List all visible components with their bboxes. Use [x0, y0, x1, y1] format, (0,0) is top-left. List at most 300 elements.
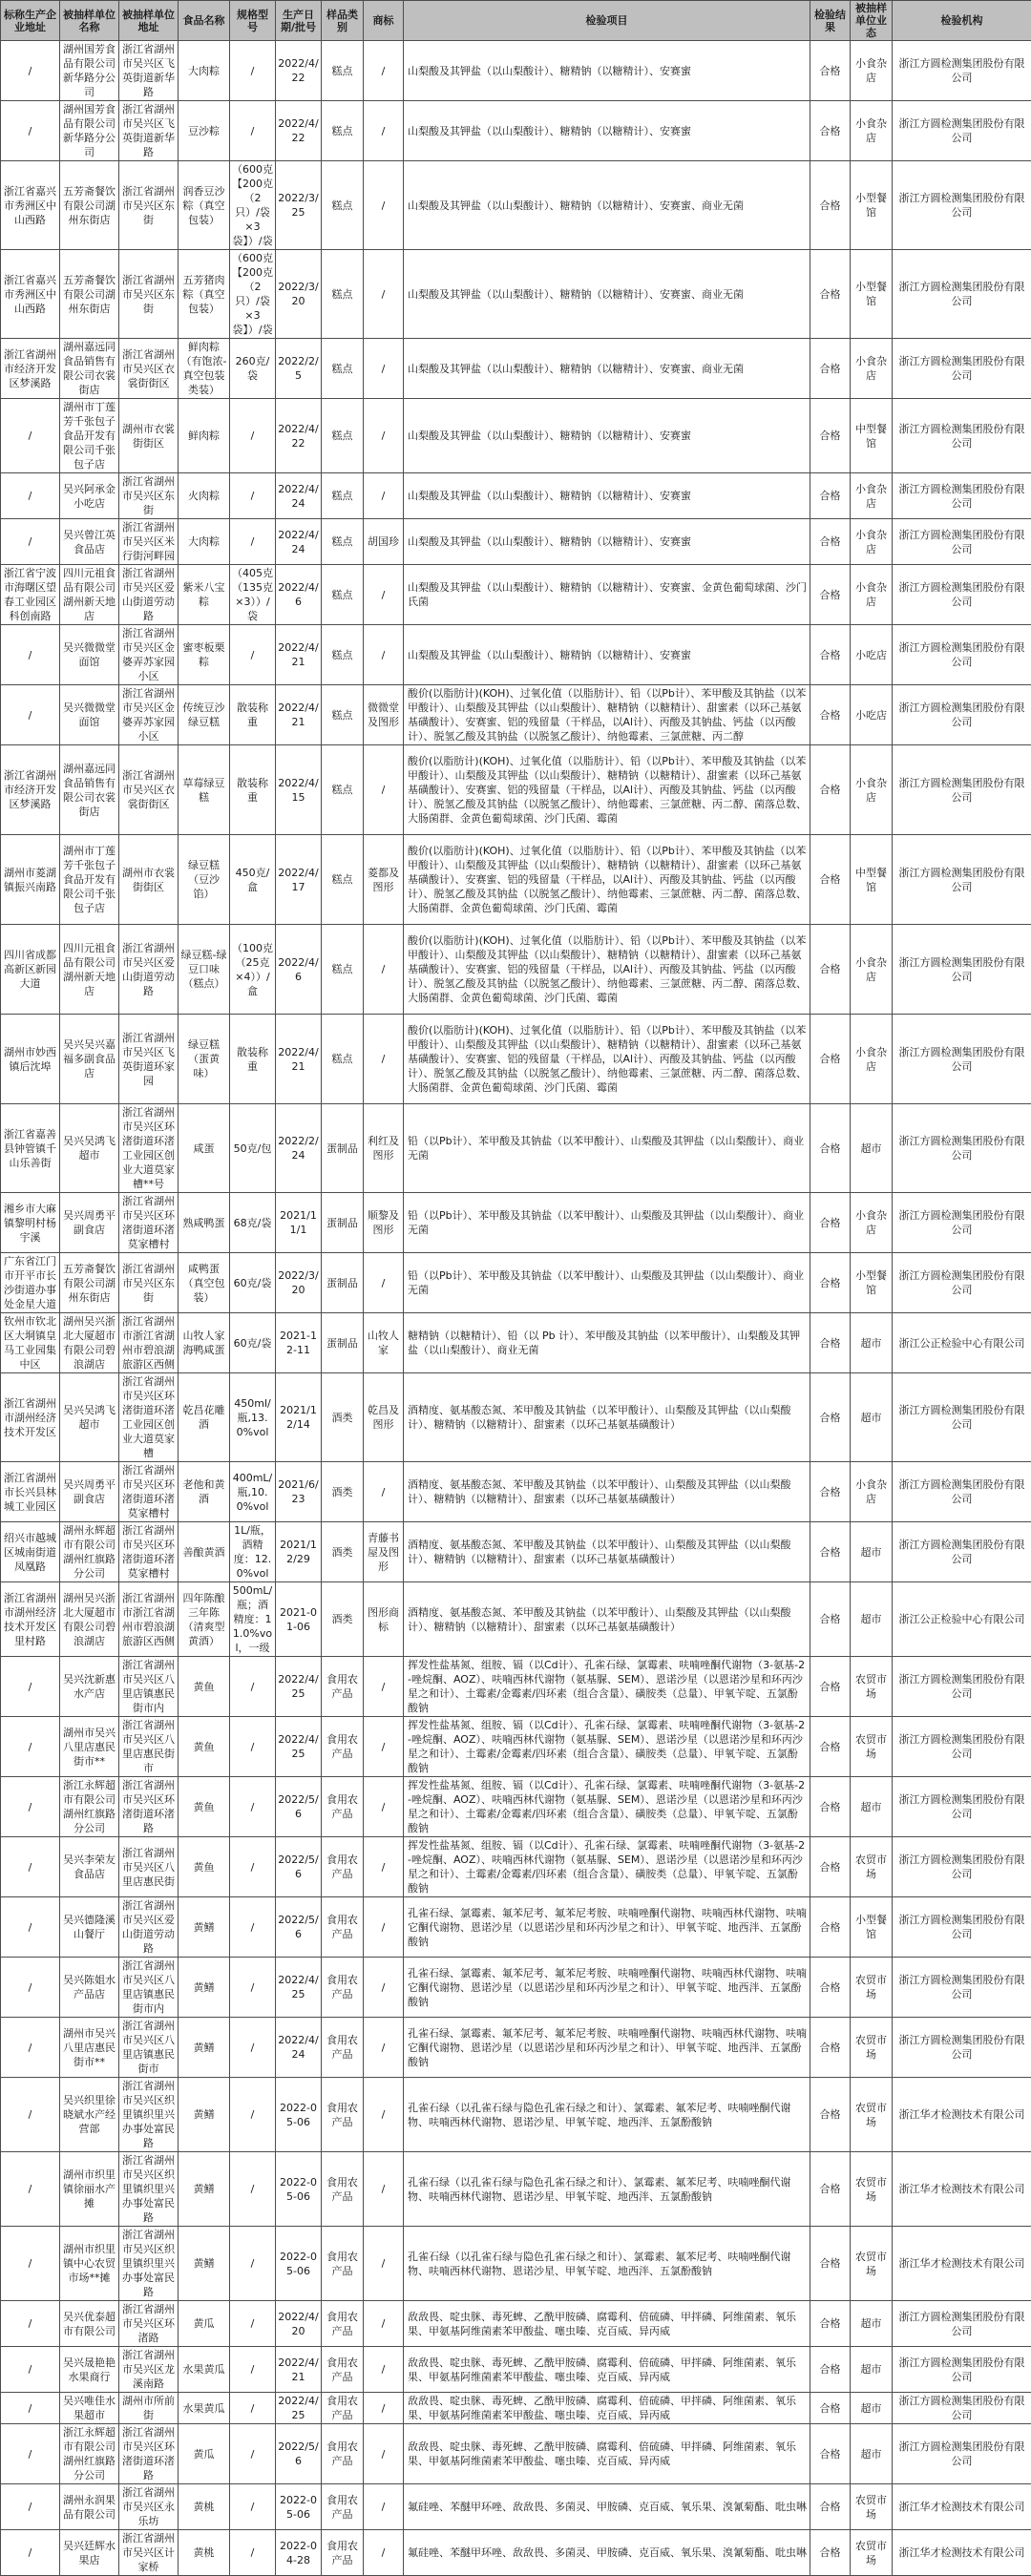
cell-specification: /: [230, 2393, 276, 2424]
cell-test-items: 铅（以Pb计）、苯甲酸及其钠盐（以苯甲酸计）、山梨酸及其钾盐（以山梨酸计）、商业无菌: [404, 1104, 810, 1193]
cell-sampled-unit-address: 浙江省湖州市吴兴区东街: [119, 161, 179, 250]
table-row: [1, 1522, 1031, 1582]
cell-trademark: /: [364, 101, 404, 161]
table-row: [1, 1958, 1031, 2018]
cell-test-items: 孔雀石绿、氯霉素、氟苯尼考、氟苯尼考胺、呋喃唑酮代谢物、呋喃西林代谢物、呋喃它酮代谢物、恩诺沙星（以恩诺沙星和环丙沙星之和计）、甲氧苄啶、地西泮、五氯酚酸钠: [404, 1897, 810, 1958]
cell-business-type: 中型餐馆: [851, 835, 893, 925]
cell-testing-agency: 浙江方圆检测集团股份有限公司: [893, 745, 1031, 835]
cell-sampled-unit-address: 浙江省湖州市吴兴区八里店镇惠民街市内: [119, 1657, 179, 1717]
cell-production-date: 2022/4/6: [276, 565, 322, 625]
table-row: [1, 339, 1031, 399]
table-row: [1, 2301, 1031, 2347]
cell-food-name: 黄鳝: [179, 2152, 230, 2227]
cell-sampled-unit-name: 浙江永辉超市有限公司湖州红旗路分公司: [60, 2424, 119, 2484]
header-testing-agency: 检验机构: [893, 1, 1031, 41]
cell-sampled-unit-name: 吴兴吴鸿飞超市: [60, 1104, 119, 1193]
cell-producer-address: /: [1, 2301, 60, 2347]
cell-testing-agency: 浙江公正检验中心有限公司: [893, 1582, 1031, 1657]
cell-food-name: 水果黄瓜: [179, 2347, 230, 2393]
cell-specification: 散装称重: [230, 1015, 276, 1104]
cell-sampled-unit-address: 浙江省湖州市吴兴区永乐坊: [119, 2484, 179, 2530]
cell-testing-agency: 浙江方圆检测集团股份有限公司: [893, 2301, 1031, 2347]
cell-specification: （600克【200克（2只）/袋×3袋】）/袋: [230, 161, 276, 250]
header-business-type: 被抽样单位业态: [851, 1, 893, 41]
cell-sampled-unit-address: 浙江省湖州市吴兴区织里镇织里兴办事处富民路: [119, 2152, 179, 2227]
cell-specification: 400mL/瓶,10.0%vol: [230, 1462, 276, 1522]
cell-producer-address: /: [1, 399, 60, 473]
cell-test-items: 敌敌畏、啶虫脒、毒死蜱、乙酰甲胺磷、腐霉利、倍硫磷、甲拌磷、阿维菌素、氧乐果、甲氨基阿维菌素苯甲酸盐、噻虫嗪、克百威、异丙威: [404, 2393, 810, 2424]
cell-specification: /: [230, 1897, 276, 1958]
header-food-name: 食品名称: [179, 1, 230, 41]
cell-production-date: 2022/4/21: [276, 1015, 322, 1104]
cell-production-date: 2022-05-06: [276, 2484, 322, 2530]
cell-test-items: 孔雀石绿（以孔雀石绿与隐色孔雀石绿之和计）、氯霉素、氟苯尼考、呋喃唑酮代谢物、呋喃西林代谢物、恩诺沙星、甲氧苄啶、地西泮、五氯酚酸钠: [404, 2227, 810, 2301]
cell-sample-category: 糕点: [322, 250, 364, 339]
cell-test-result: 合格: [810, 2347, 851, 2393]
cell-food-name: 水果黄瓜: [179, 2393, 230, 2424]
cell-producer-address: /: [1, 1717, 60, 1777]
cell-test-result: 合格: [810, 399, 851, 473]
cell-test-result: 合格: [810, 2393, 851, 2424]
cell-business-type: 中型餐馆: [851, 399, 893, 473]
cell-sample-category: 食用农产品: [322, 2530, 364, 2576]
cell-sampled-unit-address: 浙江省湖州市吴兴区环渚街道环渚路: [119, 2424, 179, 2484]
cell-testing-agency: 浙江华才检测技术有限公司: [893, 2152, 1031, 2227]
cell-test-items: 酸价(以脂肪计)(KOH)、过氧化值（以脂肪计）、铅（以Pb计）、苯甲酸及其钠盐（以苯甲酸计）、山梨酸及其钾盐（以山梨酸计）、糖精钠（以糖精计）、甜蜜素（以环己基氨基磺酸计）、安赛蜜、铝的残留量（干样品，以Al计）、丙酸及其钠盐、钙盐（以丙酸计）、脱氢乙酸及其钠盐（以脱氢乙酸计）、纳他霉素、三氯蔗糖、丙二醇、菌落总数、大肠菌群、金黄色葡萄球菌、沙门氏菌、霉菌: [404, 1015, 810, 1104]
cell-sampled-unit-name: 吴兴微微堂面馆: [60, 685, 119, 745]
cell-producer-address: /: [1, 2484, 60, 2530]
cell-sampled-unit-name: 湖州吴兴浙北大厦超市有限公司碧浪湖店: [60, 1582, 119, 1657]
cell-business-type: 小吃店: [851, 685, 893, 745]
cell-producer-address: 钦州市钦北区大垌镇皇马工业园集中区: [1, 1313, 60, 1373]
cell-specification: /: [230, 1777, 276, 1837]
cell-sample-category: 食用农产品: [322, 2484, 364, 2530]
cell-test-result: 合格: [810, 339, 851, 399]
cell-test-items: 山梨酸及其钾盐（以山梨酸计）、糖精钠（以糖精计）、安赛蜜、金黄色葡萄球菌、沙门氏菌: [404, 565, 810, 625]
cell-food-name: 火肉粽: [179, 473, 230, 519]
cell-production-date: 2021/12/29: [276, 1522, 322, 1582]
header-producer-address: 标称生产企业地址: [1, 1, 60, 41]
cell-test-result: 合格: [810, 2484, 851, 2530]
cell-producer-address: /: [1, 1897, 60, 1958]
cell-test-result: 合格: [810, 1373, 851, 1462]
cell-specification: 1L/瓶，酒精度：12.0%vol: [230, 1522, 276, 1582]
cell-business-type: 农贸市场: [851, 1958, 893, 2018]
cell-business-type: 农贸市场: [851, 1657, 893, 1717]
cell-sampled-unit-name: 湖州国芳食品有限公司新华路分公司: [60, 101, 119, 161]
cell-business-type: 小食杂店: [851, 339, 893, 399]
cell-test-items: 山梨酸及其钾盐（以山梨酸计）、糖精钠（以糖精计）、安赛蜜、商业无菌: [404, 250, 810, 339]
cell-testing-agency: 浙江方圆检测集团股份有限公司: [893, 2393, 1031, 2424]
cell-food-name: 熟咸鸭蛋: [179, 1193, 230, 1253]
table-row: [1, 519, 1031, 565]
cell-sample-category: 食用农产品: [322, 2227, 364, 2301]
cell-food-name: 黄鳝: [179, 2078, 230, 2152]
cell-business-type: 农贸市场: [851, 2018, 893, 2078]
cell-testing-agency: 浙江方圆检测集团股份有限公司: [893, 161, 1031, 250]
cell-producer-address: 湖州市菱湖镇振兴南路: [1, 835, 60, 925]
cell-sampled-unit-name: 四川元祖食品有限公司湖州新天地店: [60, 565, 119, 625]
cell-food-name: 黄鳝: [179, 2227, 230, 2301]
cell-sample-category: 酒类: [322, 1373, 364, 1462]
cell-testing-agency: 浙江方圆检测集团股份有限公司: [893, 41, 1031, 101]
cell-trademark: /: [364, 41, 404, 101]
cell-sampled-unit-name: 五芳斋餐饮有限公司湖州东街店: [60, 161, 119, 250]
cell-test-items: 敌敌畏、啶虫脒、毒死蜱、乙酰甲胺磷、腐霉利、倍硫磷、甲拌磷、阿维菌素、氧乐果、甲氨基阿维菌素苯甲酸盐、噻虫嗪、克百威、异丙威: [404, 2424, 810, 2484]
cell-trademark: 利红及图形: [364, 1104, 404, 1193]
cell-test-items: 山梨酸及其钾盐（以山梨酸计）、糖精钠（以糖精计）、安赛蜜: [404, 101, 810, 161]
cell-trademark: /: [364, 625, 404, 685]
cell-producer-address: 绍兴市越城区城南街道凤凰路: [1, 1522, 60, 1582]
cell-producer-address: /: [1, 2393, 60, 2424]
table-row: [1, 1777, 1031, 1837]
cell-producer-address: /: [1, 2018, 60, 2078]
cell-testing-agency: 浙江方圆检测集团股份有限公司: [893, 1104, 1031, 1193]
cell-sampled-unit-name: 湖州永润果品有限公司: [60, 2484, 119, 2530]
cell-production-date: 2022-05-06: [276, 2227, 322, 2301]
cell-test-items: 酸价(以脂肪计)(KOH)、过氧化值（以脂肪计）、铅（以Pb计）、苯甲酸及其钠盐（以苯甲酸计）、山梨酸及其钾盐（以山梨酸计）、糖精钠（以糖精计）、甜蜜素（以环己基氨基磺酸计）、安赛蜜、铝的残留量（干样品，以Al计）、丙酸及其钠盐、钙盐（以丙酸计）、脱氢乙酸及其钠盐（以脱氢乙酸计）、纳他霉素、三氯蔗糖、丙二醇: [404, 685, 810, 745]
cell-sampled-unit-address: 浙江省湖州市吴兴区金婆弄苏家园小区: [119, 625, 179, 685]
table-row: [1, 2484, 1031, 2530]
cell-trademark: 青藤书屋及图形: [364, 1522, 404, 1582]
cell-food-name: 润香豆沙粽（真空包装）: [179, 161, 230, 250]
cell-producer-address: /: [1, 473, 60, 519]
cell-sample-category: 食用农产品: [322, 1657, 364, 1717]
cell-sample-category: 糕点: [322, 41, 364, 101]
cell-testing-agency: 浙江方圆检测集团股份有限公司: [893, 1373, 1031, 1462]
cell-producer-address: /: [1, 685, 60, 745]
cell-sampled-unit-address: 浙江省湖州市吴兴区八里店惠民街市: [119, 1717, 179, 1777]
cell-test-items: 酒精度、氨基酸态氮、苯甲酸及其钠盐（以苯甲酸计）、山梨酸及其钾盐（以山梨酸计）、糖精钠（以糖精计）、甜蜜素（以环己基氨基磺酸计）: [404, 1373, 810, 1462]
cell-trademark: /: [364, 2347, 404, 2393]
cell-test-result: 合格: [810, 41, 851, 101]
cell-producer-address: /: [1, 1777, 60, 1837]
cell-testing-agency: 浙江方圆检测集团股份有限公司: [893, 519, 1031, 565]
cell-production-date: 2022-05-06: [276, 2078, 322, 2152]
cell-food-name: 紫米八宝粽: [179, 565, 230, 625]
cell-production-date: 2022/4/17: [276, 835, 322, 925]
cell-specification: /: [230, 41, 276, 101]
cell-sampled-unit-name: 湖州市吴兴八里店惠民街市**: [60, 1717, 119, 1777]
cell-test-result: 合格: [810, 1104, 851, 1193]
cell-food-name: 黄瓜: [179, 2424, 230, 2484]
cell-specification: /: [230, 101, 276, 161]
cell-test-result: 合格: [810, 1657, 851, 1717]
cell-trademark: /: [364, 399, 404, 473]
cell-sampled-unit-name: 吴兴微微堂面馆: [60, 625, 119, 685]
cell-specification: （100克（25克×4））/盒: [230, 925, 276, 1015]
table-row: [1, 1582, 1031, 1657]
cell-specification: 450克/盒: [230, 835, 276, 925]
cell-business-type: 小食杂店: [851, 41, 893, 101]
cell-test-items: 敌敌畏、啶虫脒、毒死蜱、乙酰甲胺磷、腐霉利、倍硫磷、甲拌磷、阿维菌素、氧乐果、甲氨基阿维菌素苯甲酸盐、噻虫嗪、克百威、异丙威: [404, 2347, 810, 2393]
cell-test-items: 氟硅唑、苯醚甲环唑、敌敌畏、多菌灵、甲胺磷、克百威、氧乐果、溴氰菊酯、吡虫啉: [404, 2530, 810, 2576]
cell-test-items: 酸价(以脂肪计)(KOH)、过氧化值（以脂肪计）、铅（以Pb计）、苯甲酸及其钠盐（以苯甲酸计）、山梨酸及其钾盐（以山梨酸计）、糖精钠（以糖精计）、甜蜜素（以环己基氨基磺酸计）、安赛蜜、铝的残留量（干样品，以Al计）、丙酸及其钠盐、钙盐（以丙酸计）、脱氢乙酸及其钠盐（以脱氢乙酸计）、纳他霉素、三氯蔗糖、丙二醇、菌落总数、大肠菌群、金黄色葡萄球菌、沙门氏菌、霉菌: [404, 835, 810, 925]
cell-food-name: 鲜肉粽: [179, 399, 230, 473]
cell-sampled-unit-name: 吴兴陈姐水产品店: [60, 1958, 119, 2018]
cell-test-result: 合格: [810, 2301, 851, 2347]
cell-testing-agency: 浙江方圆检测集团股份有限公司: [893, 2424, 1031, 2484]
cell-production-date: 2022/4/21: [276, 2347, 322, 2393]
cell-sampled-unit-name: 湖州市织里镇中心农贸市场**摊: [60, 2227, 119, 2301]
cell-specification: /: [230, 2301, 276, 2347]
header-sampled-unit-name: 被抽样单位名称: [60, 1, 119, 41]
cell-food-name: 咸鸭蛋（真空包装）: [179, 1253, 230, 1313]
cell-test-result: 合格: [810, 2078, 851, 2152]
cell-food-name: 黄鱼: [179, 1717, 230, 1777]
cell-sampled-unit-address: 浙江省湖州市吴兴区爱山街道劳动路: [119, 565, 179, 625]
cell-sampled-unit-name: 四川元祖食品有限公司湖州新天地店: [60, 925, 119, 1015]
cell-producer-address: 浙江省湖州市湖州经济技术开发区: [1, 1373, 60, 1462]
cell-trademark: /: [364, 565, 404, 625]
cell-production-date: 2022/2/5: [276, 339, 322, 399]
cell-producer-address: /: [1, 2424, 60, 2484]
cell-production-date: 2022/3/20: [276, 250, 322, 339]
cell-producer-address: 浙江省湖州市经济开发区梦溪路: [1, 745, 60, 835]
cell-producer-address: /: [1, 2152, 60, 2227]
cell-test-result: 合格: [810, 1462, 851, 1522]
cell-food-name: 蜜枣板栗粽: [179, 625, 230, 685]
cell-sampled-unit-address: 浙江省湖州市吴兴区八里店惠民街: [119, 1837, 179, 1897]
cell-specification: 68克/袋: [230, 1193, 276, 1253]
cell-test-result: 合格: [810, 473, 851, 519]
cell-trademark: /: [364, 1958, 404, 2018]
cell-specification: /: [230, 1958, 276, 2018]
cell-sample-category: 蛋制品: [322, 1253, 364, 1313]
cell-food-name: 老他和黄酒: [179, 1462, 230, 1522]
cell-food-name: 绿豆糕-绿豆口味（糕点）: [179, 925, 230, 1015]
cell-business-type: 超市: [851, 1104, 893, 1193]
cell-specification: 260克/袋: [230, 339, 276, 399]
cell-sample-category: 糕点: [322, 835, 364, 925]
cell-specification: 散装称重: [230, 745, 276, 835]
cell-testing-agency: 浙江方圆检测集团股份有限公司: [893, 625, 1031, 685]
cell-business-type: 小型餐馆: [851, 250, 893, 339]
cell-trademark: /: [364, 2301, 404, 2347]
cell-sample-category: 蛋制品: [322, 1313, 364, 1373]
cell-sampled-unit-address: 浙江省湖州市吴兴区计家桥: [119, 2530, 179, 2576]
cell-production-date: 2022/4/24: [276, 2018, 322, 2078]
cell-trademark: /: [364, 2393, 404, 2424]
cell-specification: （405克（135克×3））/袋: [230, 565, 276, 625]
cell-sampled-unit-address: 浙江省湖州市吴兴区环渚街道环渚莫家槽村: [119, 1193, 179, 1253]
cell-producer-address: 湘乡市大麻镇黎明村杨宇溪: [1, 1193, 60, 1253]
cell-testing-agency: 浙江方圆检测集团股份有限公司: [893, 565, 1031, 625]
cell-testing-agency: 浙江方圆检测集团股份有限公司: [893, 1193, 1031, 1253]
cell-sampled-unit-name: 湖州市吴兴八里店惠民街市**: [60, 2018, 119, 2078]
cell-trademark: 山牧人家: [364, 1313, 404, 1373]
cell-test-result: 合格: [810, 1717, 851, 1777]
cell-trademark: /: [364, 1015, 404, 1104]
cell-test-items: 挥发性盐基氮、组胺、镉（以Cd计）、孔雀石绿、氯霉素、呋喃唑酮代谢物（3-氨基-2-唑烷酮、AOZ）、呋喃西林代谢物（氨基脲、SEM）、恩诺沙星（以恩诺沙星和环丙沙星之和计）、土霉素/金霉素/四环素（组合含量）、磺胺类（总量）、甲氧苄啶、五氯酚酸钠: [404, 1657, 810, 1717]
cell-test-items: 山梨酸及其钾盐（以山梨酸计）、糖精钠（以糖精计）、安赛蜜: [404, 399, 810, 473]
cell-sampled-unit-name: 湖州嘉远同食品销售有限公司衣裳街店: [60, 339, 119, 399]
cell-food-name: 草莓绿豆糕: [179, 745, 230, 835]
header-sampled-unit-address: 被抽样单位地址: [119, 1, 179, 41]
table-row: [1, 745, 1031, 835]
cell-sample-category: 糕点: [322, 399, 364, 473]
cell-business-type: 小食杂店: [851, 1015, 893, 1104]
cell-testing-agency: 浙江方圆检测集团股份有限公司: [893, 399, 1031, 473]
cell-sampled-unit-address: 浙江省湖州市吴兴区龙溪南路: [119, 2347, 179, 2393]
cell-test-items: 山梨酸及其钾盐（以山梨酸计）、糖精钠（以糖精计）、安赛蜜: [404, 625, 810, 685]
cell-testing-agency: 浙江方圆检测集团股份有限公司: [893, 1462, 1031, 1522]
cell-producer-address: /: [1, 2530, 60, 2576]
table-row: [1, 1373, 1031, 1462]
cell-food-name: 鲜肉粽（有饱浓-真空包装类装）: [179, 339, 230, 399]
cell-test-items: 敌敌畏、啶虫脒、毒死蜱、乙酰甲胺磷、腐霉利、倍硫磷、甲拌磷、阿维菌素、氧乐果、甲氨基阿维菌素苯甲酸盐、噻虫嗪、克百威、异丙威: [404, 2301, 810, 2347]
cell-production-date: 2022/4/21: [276, 625, 322, 685]
cell-business-type: 小型餐馆: [851, 1253, 893, 1313]
cell-sampled-unit-address: 浙江省湖州市浙江省湖州市碧浪湖旅游区西侧: [119, 1313, 179, 1373]
cell-test-result: 合格: [810, 1193, 851, 1253]
cell-test-result: 合格: [810, 2530, 851, 2576]
cell-producer-address: 浙江省宁波市海曙区望春工业园区科创南路: [1, 565, 60, 625]
cell-food-name: 黄鳝: [179, 1897, 230, 1958]
cell-food-name: 绿豆糕（蛋黄味）: [179, 1015, 230, 1104]
cell-test-items: 孔雀石绿、氯霉素、氟苯尼考、氟苯尼考胺、呋喃唑酮代谢物、呋喃西林代谢物、呋喃它酮代谢物、恩诺沙星（以恩诺沙星和环丙沙星之和计）、甲氧苄啶、地西泮、五氯酚酸钠: [404, 1958, 810, 2018]
cell-sampled-unit-name: 吴兴唯佳水果超市: [60, 2393, 119, 2424]
cell-test-result: 合格: [810, 925, 851, 1015]
cell-food-name: 五芳猪肉粽（真空包装）: [179, 250, 230, 339]
cell-sampled-unit-name: 吴兴周勇平副食店: [60, 1193, 119, 1253]
cell-test-result: 合格: [810, 1837, 851, 1897]
cell-producer-address: 浙江省湖州市长兴县林城工业园区: [1, 1462, 60, 1522]
cell-testing-agency: 浙江华才检测技术有限公司: [893, 2078, 1031, 2152]
cell-trademark: /: [364, 1897, 404, 1958]
cell-sampled-unit-address: 浙江省湖州市吴兴区八里店镇惠民街市内: [119, 1958, 179, 2018]
cell-sample-category: 糕点: [322, 101, 364, 161]
cell-production-date: 2022/4/6: [276, 925, 322, 1015]
header-test-result: 检验结果: [810, 1, 851, 41]
cell-trademark: /: [364, 2227, 404, 2301]
cell-testing-agency: 浙江方圆检测集团股份有限公司: [893, 685, 1031, 745]
cell-testing-agency: 浙江方圆检测集团股份有限公司: [893, 1777, 1031, 1837]
cell-sampled-unit-name: 吴兴晟艳艳水果商行: [60, 2347, 119, 2393]
cell-sample-category: 糕点: [322, 745, 364, 835]
cell-test-result: 合格: [810, 1582, 851, 1657]
cell-business-type: 超市: [851, 2424, 893, 2484]
cell-production-date: 2022/4/15: [276, 745, 322, 835]
cell-producer-address: /: [1, 1958, 60, 2018]
cell-producer-address: /: [1, 101, 60, 161]
cell-business-type: 超市: [851, 1373, 893, 1462]
cell-specification: /: [230, 1657, 276, 1717]
cell-sampled-unit-address: 浙江省湖州市吴兴区爱山街道劳动路: [119, 1897, 179, 1958]
cell-sampled-unit-name: 湖州国芳食品有限公司新华路分公司: [60, 41, 119, 101]
cell-production-date: 2022/4/20: [276, 2301, 322, 2347]
table-row: [1, 2424, 1031, 2484]
header-test-items: 检验项目: [404, 1, 810, 41]
cell-specification: /: [230, 2227, 276, 2301]
table-row: [1, 2078, 1031, 2152]
cell-trademark: /: [364, 2078, 404, 2152]
cell-trademark: /: [364, 1657, 404, 1717]
cell-production-date: 2022/4/25: [276, 1717, 322, 1777]
cell-test-result: 合格: [810, 685, 851, 745]
table-row: [1, 1015, 1031, 1104]
cell-production-date: 2022/4/22: [276, 399, 322, 473]
cell-testing-agency: 浙江方圆检测集团股份有限公司: [893, 473, 1031, 519]
cell-sample-category: 蛋制品: [322, 1104, 364, 1193]
cell-specification: /: [230, 2078, 276, 2152]
cell-testing-agency: 浙江方圆检测集团股份有限公司: [893, 2347, 1031, 2393]
cell-food-name: 善酿黄酒: [179, 1522, 230, 1582]
cell-specification: 450ml/瓶,13.0%vol: [230, 1373, 276, 1462]
cell-business-type: 超市: [851, 1777, 893, 1837]
cell-production-date: 2021/11/1: [276, 1193, 322, 1253]
cell-production-date: 2022/3/20: [276, 1253, 322, 1313]
cell-testing-agency: 浙江方圆检测集团股份有限公司: [893, 1015, 1031, 1104]
cell-sampled-unit-address: 浙江省湖州市吴兴区金婆弄苏家园小区: [119, 685, 179, 745]
cell-test-items: 挥发性盐基氮、组胺、镉（以Cd计）、孔雀石绿、氯霉素、呋喃唑酮代谢物（3-氨基-2-唑烷酮、AOZ）、呋喃西林代谢物（氨基脲、SEM）、恩诺沙星（以恩诺沙星和环丙沙星之和计）、土霉素/金霉素/四环素（组合含量）、磺胺类（总量）、甲氧苄啶、五氯酚酸钠: [404, 1717, 810, 1777]
cell-test-items: 山梨酸及其钾盐（以山梨酸计）、糖精钠（以糖精计）、安赛蜜: [404, 519, 810, 565]
cell-test-result: 合格: [810, 1958, 851, 2018]
cell-sampled-unit-address: 湖州市衣裳街街区: [119, 835, 179, 925]
cell-specification: 50克/包: [230, 1104, 276, 1193]
cell-sample-category: 糕点: [322, 339, 364, 399]
cell-trademark: 图形商标: [364, 1582, 404, 1657]
cell-business-type: 农贸市场: [851, 1837, 893, 1897]
cell-sample-category: 糕点: [322, 473, 364, 519]
cell-production-date: 2022/5/6: [276, 1897, 322, 1958]
cell-specification: /: [230, 1717, 276, 1777]
cell-production-date: 2021/6/23: [276, 1462, 322, 1522]
cell-specification: /: [230, 1837, 276, 1897]
cell-test-items: 酒精度、氨基酸态氮、苯甲酸及其钠盐（以苯甲酸计）、山梨酸及其钾盐（以山梨酸计）、糖精钠（以糖精计）、甜蜜素（以环己基氨基磺酸计）: [404, 1462, 810, 1522]
cell-food-name: 黄桃: [179, 2530, 230, 2576]
cell-sampled-unit-address: 浙江省湖州市吴兴区爱山街道劳动路: [119, 925, 179, 1015]
header-trademark: 商标: [364, 1, 404, 41]
cell-business-type: 农贸市场: [851, 2484, 893, 2530]
cell-sample-category: 食用农产品: [322, 1958, 364, 2018]
cell-production-date: 2021-01-06: [276, 1582, 322, 1657]
cell-trademark: /: [364, 2152, 404, 2227]
cell-sample-category: 食用农产品: [322, 1777, 364, 1837]
cell-trademark: /: [364, 161, 404, 250]
table-row: [1, 1657, 1031, 1717]
cell-producer-address: 四川省成都高新区新园大道: [1, 925, 60, 1015]
cell-sampled-unit-address: 浙江省湖州市吴兴区飞英街道环家园: [119, 1015, 179, 1104]
cell-test-items: 孔雀石绿、氯霉素、氟苯尼考、氟苯尼考胺、呋喃唑酮代谢物、呋喃西林代谢物、呋喃它酮代谢物、恩诺沙星（以恩诺沙星和环丙沙星之和计）、甲氧苄啶、地西泮、五氯酚酸钠: [404, 2018, 810, 2078]
cell-production-date: 2021-12-11: [276, 1313, 322, 1373]
cell-specification: 500mL/瓶；酒精度：11.0%vol，一级: [230, 1582, 276, 1657]
cell-food-name: 黄鱼: [179, 1837, 230, 1897]
cell-specification: /: [230, 2530, 276, 2576]
cell-test-items: 酒精度、氨基酸态氮、苯甲酸及其钠盐（以苯甲酸计）、山梨酸及其钾盐（以山梨酸计）、糖精钠（以糖精计）、甜蜜素（以环己基氨基磺酸计）: [404, 1522, 810, 1582]
cell-testing-agency: 浙江方圆检测集团股份有限公司: [893, 925, 1031, 1015]
cell-sample-category: 糕点: [322, 625, 364, 685]
cell-business-type: 小型餐馆: [851, 1897, 893, 1958]
cell-production-date: 2022/4/21: [276, 685, 322, 745]
cell-sampled-unit-name: 浙江永辉超市有限公司湖州红旗路分公司: [60, 1777, 119, 1837]
table-row: [1, 2530, 1031, 2576]
cell-trademark: /: [364, 1717, 404, 1777]
header-sample-category: 样品类别: [322, 1, 364, 41]
cell-sampled-unit-address: 浙江省湖州市吴兴区环渚路: [119, 2301, 179, 2347]
cell-food-name: 大肉粽: [179, 41, 230, 101]
cell-business-type: 农贸市场: [851, 1717, 893, 1777]
cell-sample-category: 食用农产品: [322, 2393, 364, 2424]
table-row: [1, 1313, 1031, 1373]
cell-sampled-unit-address: 浙江省湖州市吴兴区织里镇织里兴办事处富民路: [119, 2227, 179, 2301]
table-row: [1, 1717, 1031, 1777]
table-row: [1, 2347, 1031, 2393]
cell-sampled-unit-name: 湖州吴兴浙北大厦超市有限公司碧浪湖店: [60, 1313, 119, 1373]
cell-trademark: /: [364, 339, 404, 399]
cell-business-type: 超市: [851, 1522, 893, 1582]
cell-business-type: 小食杂店: [851, 565, 893, 625]
